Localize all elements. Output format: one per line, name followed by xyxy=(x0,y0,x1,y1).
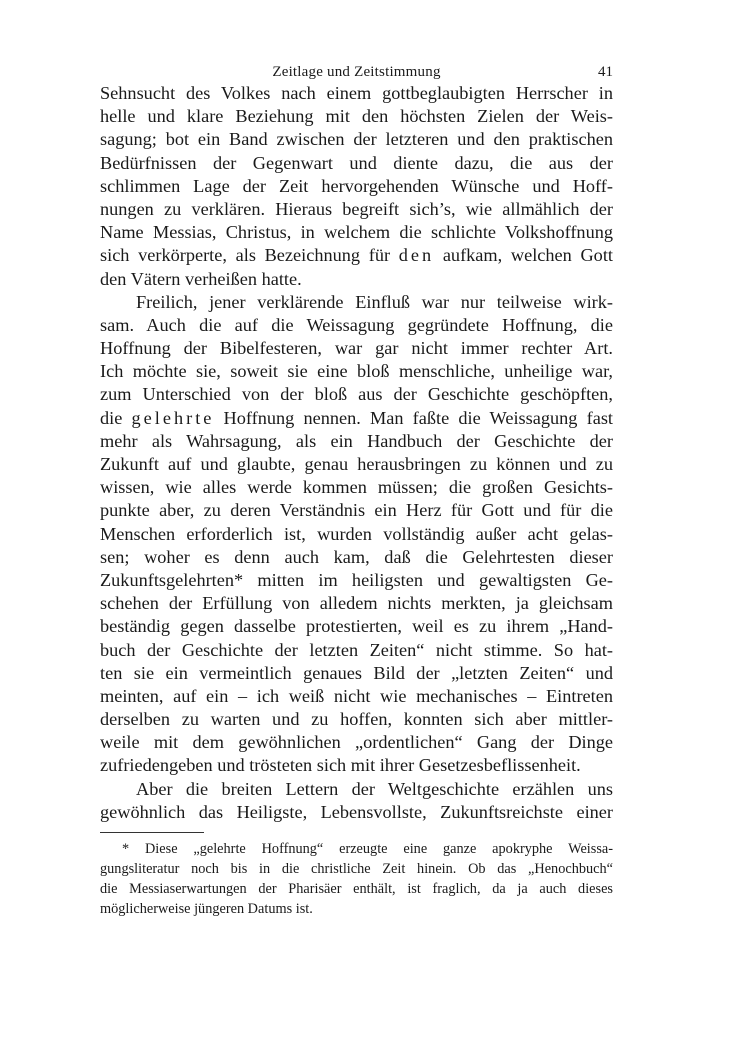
text-line: ten sie ein vermeintlich genaues Bild der „letzten Zeiten“ und xyxy=(100,662,613,683)
text-segment: die xyxy=(100,407,132,428)
text-line: Hoffnung der Bibelfesteren, war gar nicht immer rechter Art. xyxy=(100,338,613,359)
footnote-line: möglicherweise jüngeren Datums ist. xyxy=(100,901,313,917)
book-page xyxy=(100,62,613,919)
text-line xyxy=(100,407,613,430)
text-segment: sich verkörperte, als Bezeichnung für xyxy=(100,245,399,266)
body-text xyxy=(100,82,613,824)
text-line: Zukunft auf und glaubte, genau herausbringen zu können und zu xyxy=(100,454,613,474)
text-line: Zukunftsgelehrten* mitten im heiligsten und gewaltigsten Ge- xyxy=(100,569,613,590)
text-line: Ich möchte sie, soweit sie eine bloß menschliche, unheilige war, xyxy=(100,361,613,382)
text-line: nungen zu verklären. Hieraus begreift sich’s, wie allmählich der xyxy=(100,198,613,219)
text-line: Menschen erforderlich ist, wurden vollständig außer acht gelas- xyxy=(100,523,613,544)
text-line xyxy=(100,244,613,267)
text-line: gewöhnlich das Heiligste, Lebensvollste, Zukunftsreichste einer xyxy=(100,801,613,822)
paragraph-start-line: Aber die breiten Lettern der Weltgeschichte erzählen uns xyxy=(136,778,613,799)
paragraph-start-line: Freilich, jener verklärende Einfluß war nur teilweise wirk- xyxy=(136,291,613,312)
text-line: sen; woher es denn auch kam, daß die Gelehrtesten dieser xyxy=(100,546,613,567)
text-line: helle und klare Beziehung mit den höchsten Zielen der Weis- xyxy=(100,106,613,127)
text-segment: aufkam, welchen Gott xyxy=(434,245,613,266)
text-line: den Vätern verheißen hatte. xyxy=(100,268,302,289)
emphasized-word: den xyxy=(398,245,435,266)
emphasized-word: gelehrte xyxy=(131,407,215,428)
text-line: schehen der Erfüllung von alledem nichts merkten, ja gleichsam xyxy=(100,593,613,614)
text-line: beständig gegen dasselbe protestierten, weil es zu ihrem „Hand- xyxy=(100,616,613,637)
text-line: buch der Geschichte der letzten Zeiten“ nicht stimme. So hat- xyxy=(100,639,613,660)
text-line: punkte aber, zu deren Verständnis ein Herz für Gott und für die xyxy=(100,500,613,521)
text-line: sam. Auch die auf die Weissagung gegründete Hoffnung, die xyxy=(100,314,613,335)
text-line: schlimmen Lage der Zeit hervorgehenden Wünsche und Hoff- xyxy=(100,175,613,196)
text-line: mehr als Wahrsagung, als ein Handbuch der Geschichte der xyxy=(100,430,613,451)
footnote-line: gungsliteratur noch bis in die christliche Zeit hinein. Ob das „Henochbuch“ xyxy=(100,861,613,877)
footnote-divider xyxy=(100,832,204,833)
text-line: Name Messias, Christus, in welchem die schlichte Volkshoffnung xyxy=(100,222,613,243)
footnote-line: * Diese „gelehrte Hoffnung“ erzeugte eine ganze apokryphe Weissa- xyxy=(122,841,613,857)
footnote xyxy=(100,839,613,919)
running-title: Zeitlage und Zeitstimmung xyxy=(272,64,441,80)
text-line: sagung; bot ein Band zwischen der letzteren und den praktischen xyxy=(100,129,613,150)
text-line: wissen, wie alles werde kommen müssen; die großen Gesichts- xyxy=(100,477,613,498)
text-line: meinten, auf ein – ich weiß nicht wie mechanisches – Eintreten xyxy=(100,685,613,706)
text-line: Bedürfnissen der Gegenwart und diente dazu, die aus der xyxy=(100,152,613,173)
text-line: zufriedengeben und trösteten sich mit ihrer Gesetzesbeflissenheit. xyxy=(100,755,581,776)
page-header xyxy=(100,62,613,82)
page-number: 41 xyxy=(598,64,613,80)
text-segment: Hoffnung nennen. Man faßte die Weissagung fast xyxy=(214,407,614,428)
text-line: Sehnsucht des Volkes nach einem gottbeglaubigten Herrscher in xyxy=(100,83,613,103)
text-line: derselben zu warten und zu hoffen, konnten sich aber mittler- xyxy=(100,709,613,730)
text-line: weile mit dem gewöhnlichen „ordentlichen“ Gang der Dinge xyxy=(100,732,613,753)
text-line: zum Unterschied von der bloß aus der Geschichte geschöpften, xyxy=(100,384,613,405)
footnote-line: die Messiaserwartungen der Pharisäer enthält, ist fraglich, da ja auch dieses xyxy=(100,881,613,897)
